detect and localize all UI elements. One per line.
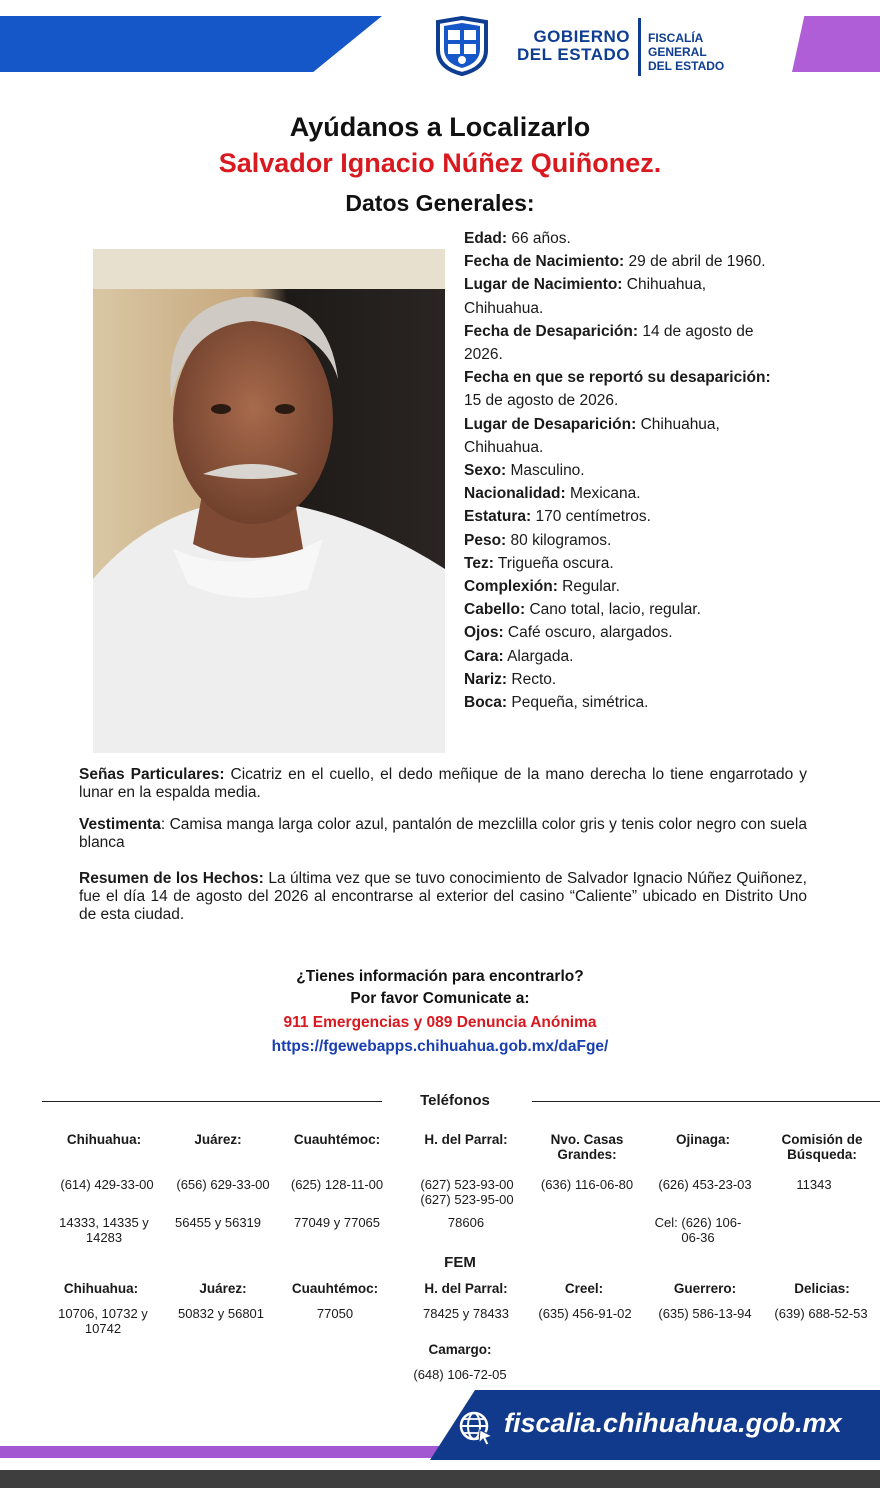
detail-weight: Peso: 80 kilogramos. bbox=[464, 531, 612, 549]
fem-header: Delicias: bbox=[794, 1281, 850, 1296]
bottom-gray-strip bbox=[0, 1470, 880, 1488]
phone-header: Ojinaga: bbox=[675, 1132, 730, 1147]
detail-sex: Sexo: Masculino. bbox=[464, 462, 585, 480]
detail-birth-place: Lugar de Nacimiento: Chihuahua, Chihuahua. bbox=[464, 276, 707, 317]
phone-cell: 56455 y 56319 bbox=[174, 1215, 262, 1230]
fiscalia-logo-text bbox=[648, 31, 758, 73]
detail-build: Complexión: Regular. bbox=[464, 578, 620, 596]
distinguishing-marks: Señas Particulares: Cicatriz en el cuello, el dedo meñique de la mano derecha lo tiene engarrotado y lunar en la espalda media. bbox=[79, 766, 807, 801]
page-title: Ayúdanos a Localizarlo bbox=[289, 112, 591, 142]
detail-eyes: Ojos: Café oscuro, alargados. bbox=[464, 624, 673, 642]
contact-question: ¿Tienes información para encontrarlo? bbox=[296, 968, 584, 985]
phone-cell: 14333, 14335 y 14283 bbox=[59, 1215, 149, 1245]
detail-report-date: Fecha en que se reportó su desaparición: 15 de agosto de 2026. bbox=[464, 369, 771, 410]
phone-cell: 77049 y 77065 bbox=[293, 1215, 381, 1230]
phone-cell: (614) 429-33-00 bbox=[60, 1177, 154, 1192]
phone-cell: 78606 bbox=[447, 1215, 485, 1230]
phone-cell: (656) 629-33-00 bbox=[176, 1177, 270, 1192]
general-data-list bbox=[464, 227, 784, 714]
detail-height: Estatura: 170 centímetros. bbox=[464, 508, 651, 526]
camargo-phone: (648) 106-72-05 bbox=[413, 1367, 507, 1382]
contact-please: Por favor Comunicate a: bbox=[350, 990, 530, 1007]
header-purple-bar bbox=[792, 16, 880, 72]
detail-nose: Nariz: Recto. bbox=[464, 670, 557, 688]
fem-header: Creel: bbox=[564, 1281, 604, 1296]
fem-cell: 77050 bbox=[316, 1306, 354, 1321]
facts-summary: Resumen de los Hechos: La última vez que se tuvo conocimiento de Salvador Ignacio Núñez Quiñonez, fue el día 14 de agosto del 2026 al encontrarse al exterior del casino “Caliente” ubicado en Distrito Uno de esta ciudad. bbox=[79, 870, 807, 923]
fem-cell: 50832 y 56801 bbox=[177, 1306, 265, 1321]
detail-age: Edad: 66 años. bbox=[464, 230, 571, 247]
phones-divider-left bbox=[42, 1101, 382, 1102]
fem-cell: (639) 688-52-53 bbox=[774, 1306, 868, 1321]
header-blue-bar bbox=[0, 16, 382, 72]
clothing: Vestimenta: Camisa manga larga color azul, pantalón de mezclilla color gris y tenis color negro con suela blanca bbox=[79, 816, 807, 851]
phone-header: Juárez: bbox=[194, 1132, 242, 1147]
phone-header: Cuauhtémoc: bbox=[293, 1132, 381, 1147]
detail-birth-date: Fecha de Nacimiento: 29 de abril de 1960. bbox=[464, 253, 766, 271]
fem-header: Guerrero: bbox=[673, 1281, 737, 1296]
camargo-label: Camargo: bbox=[428, 1342, 492, 1357]
fem-cell: 78425 y 78433 bbox=[422, 1306, 510, 1321]
gob-line1: GOBIERNO bbox=[533, 27, 630, 46]
phone-header: Nvo. Casas Grandes: bbox=[550, 1132, 624, 1162]
fem-header: Cuauhtémoc: bbox=[291, 1281, 379, 1296]
person-photo bbox=[93, 249, 445, 753]
footer-website-link[interactable]: fiscalia.chihuahua.gob.mx bbox=[504, 1408, 842, 1438]
fem-cell: 10706, 10732 y 10742 bbox=[58, 1306, 148, 1336]
detail-nationality: Nacionalidad: Mexicana. bbox=[464, 485, 641, 503]
emergency-numbers: 911 Emergencias y 089 Denuncia Anónima bbox=[283, 1014, 597, 1031]
phone-cell: (627) 523-93-00 (627) 523-95-00 bbox=[420, 1177, 514, 1207]
phones-title: Teléfonos bbox=[420, 1092, 490, 1109]
phone-header: Comisión de Búsqueda: bbox=[781, 1132, 863, 1162]
missing-person-name: Salvador Ignacio Núñez Quiñonez. bbox=[218, 148, 662, 178]
section-title: Datos Generales: bbox=[345, 190, 535, 216]
gob-line2: DEL ESTADO bbox=[517, 45, 630, 64]
detail-complexion-tone: Tez: Trigueña oscura. bbox=[464, 554, 614, 572]
phone-header: Chihuahua: bbox=[66, 1132, 142, 1147]
fem-header: Chihuahua: bbox=[63, 1281, 139, 1296]
detail-hair: Cabello: Cano total, lacio, regular. bbox=[464, 601, 701, 619]
fisc-line2: DEL ESTADO bbox=[648, 59, 725, 73]
contact-url-link[interactable]: https://fgewebapps.chihuahua.gob.mx/daFge/ bbox=[271, 1038, 609, 1055]
fem-cell: (635) 586-13-94 bbox=[658, 1306, 752, 1321]
phone-cell: (625) 128-11-00 bbox=[290, 1177, 384, 1192]
header-divider bbox=[638, 18, 641, 76]
fem-header: H. del Parral: bbox=[424, 1281, 508, 1296]
fem-header: Juárez: bbox=[199, 1281, 247, 1296]
phone-header: H. del Parral: bbox=[424, 1132, 508, 1147]
phone-cell: Cel: (626) 106-06-36 bbox=[654, 1215, 742, 1245]
fisc-line1: FISCALÍA GENERAL bbox=[648, 31, 707, 59]
gobierno-logo-text bbox=[496, 28, 630, 64]
footer-purple-bar bbox=[0, 1446, 450, 1458]
phones-divider-right bbox=[532, 1101, 880, 1102]
globe-cursor-icon bbox=[458, 1410, 494, 1446]
fem-title: FEM bbox=[444, 1254, 476, 1271]
phone-cell: (626) 453-23-03 bbox=[658, 1177, 752, 1192]
detail-disappearance-place: Lugar de Desaparición: Chihuahua, Chihuahua. bbox=[464, 415, 720, 456]
phone-cell: (636) 116-06-80 bbox=[540, 1177, 634, 1192]
detail-disappearance-date: Fecha de Desaparición: 14 de agosto de 2026. bbox=[464, 322, 754, 364]
phone-cell: 11343 bbox=[796, 1177, 832, 1192]
state-seal-icon bbox=[434, 16, 490, 76]
detail-face: Cara: Alargada. bbox=[464, 647, 574, 665]
detail-mouth: Boca: Pequeña, simétrica. bbox=[464, 694, 649, 712]
fem-cell: (635) 456-91-02 bbox=[538, 1306, 632, 1321]
